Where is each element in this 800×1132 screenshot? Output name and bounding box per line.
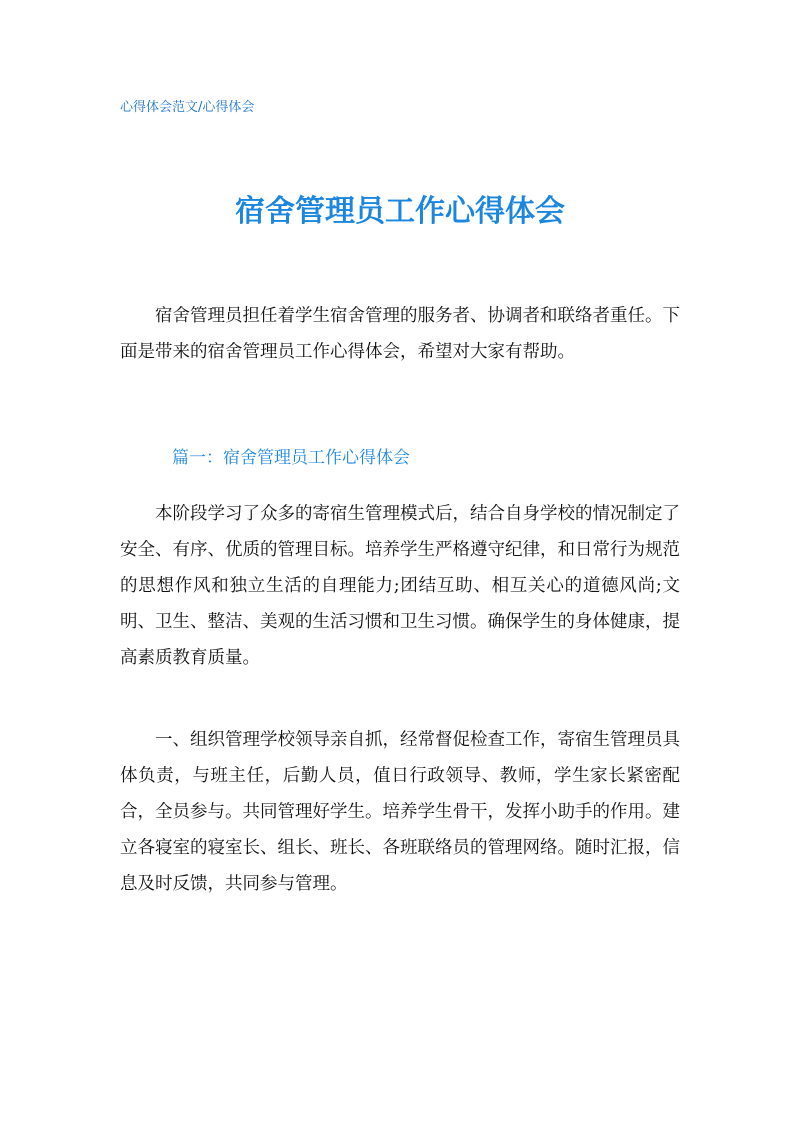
body-paragraph: 本阶段学习了众多的寄宿生管理模式后，结合自身学校的情况制定了 安全、有序、优质的管理目标。培养学生严格遵守纪律，和日常行为规范的思想作风和独立生活的自理能力;团结互助、相互关心的道德风尚;文明、卫生、整洁、美观的生活习惯和卫生习惯。确保学生的身体健康，提高素质教育质量。 <box>120 504 680 668</box>
page-title: 宿舍管理员工作心得体会 <box>235 194 565 229</box>
breadcrumb[interactable]: 心得体会范文/心得体会 <box>120 100 255 115</box>
section-heading: 篇一：宿舍管理员工作心得体会 <box>172 448 410 468</box>
body-paragraph: 一、组织管理学校领导亲自抓，经常督促检查工作，寄宿生管理员具体负责，与班主任，后勤人员，值日行政领导、教师，学生家长紧密配合，全员参与。共同管理好学生。培养学生骨干，发挥小助手的作用。建立各寝室的寝室长、组长、班长、各班联络员的管理网络。随时汇报，信息及时反馈，共同参与管理。 <box>120 730 680 894</box>
intro-paragraph: 宿舍管理员担任着学生宿舍管理的服务者、协调者和联络者重任。下面是带来的宿舍管理员工作心得体会，希望对大家有帮助。 <box>120 306 680 362</box>
